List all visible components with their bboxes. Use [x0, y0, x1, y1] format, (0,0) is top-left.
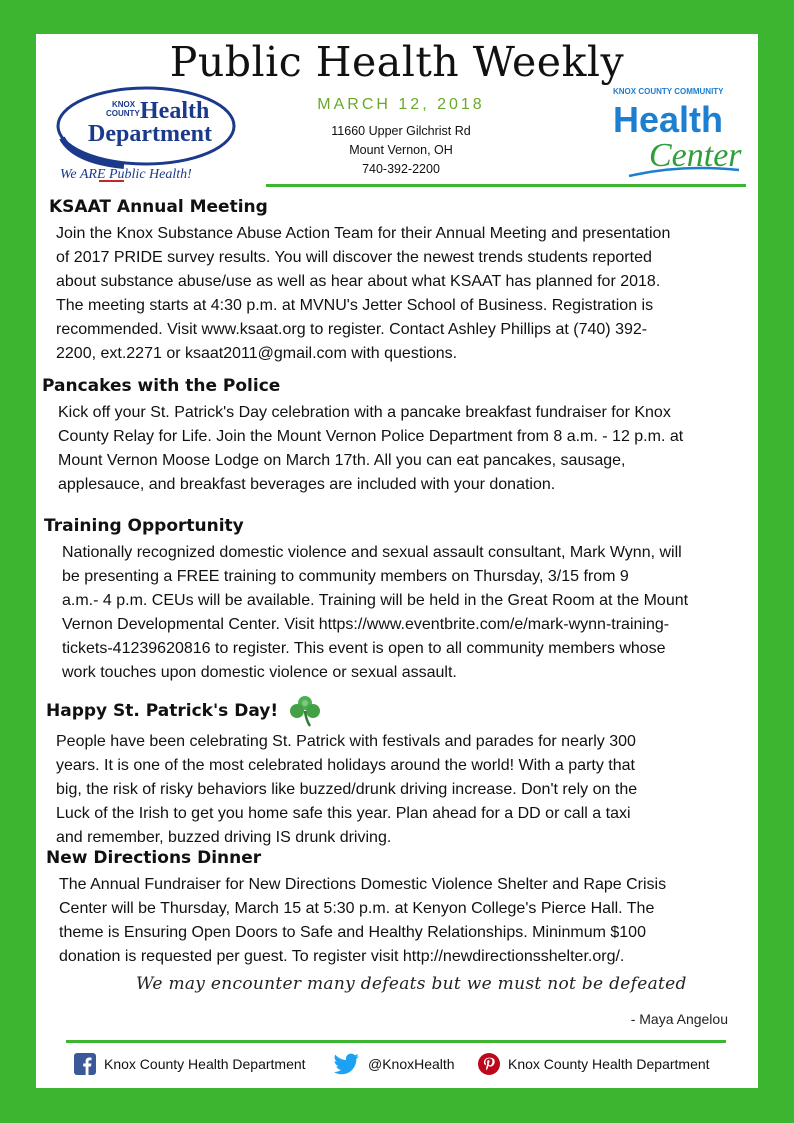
section-heading: New Directions Dinner: [46, 848, 262, 868]
section-training: [36, 516, 758, 685]
section-line: 2200, ext.2271 or ksaat2011@gmail.com with questions.: [56, 345, 458, 362]
address-line-2: Mount Vernon, OH: [349, 143, 453, 157]
logo-right-center: Center: [649, 137, 742, 174]
pinterest-label: Knox County Health Department: [508, 1056, 710, 1072]
health-center-logo: [611, 86, 751, 181]
section-line: People have been celebrating St. Patrick with festivals and parades for nearly 300: [56, 733, 636, 750]
section-line: Luck of the Irish to get you home safe this year. Plan ahead for a DD or call a taxi: [56, 805, 631, 822]
logo-right-health: Health: [613, 99, 724, 140]
shamrock-icon: [288, 694, 322, 728]
pinterest-icon: [478, 1053, 500, 1075]
section-line: donation is requested per guest. To register visit http://newdirectionsshelter.org/.: [59, 948, 625, 965]
header-info: [276, 96, 526, 179]
section-line: of 2017 PRIDE survey results. You will discover the newest trends students reported: [56, 249, 652, 266]
section-line: Kick off your St. Patrick's Day celebration with a pancake breakfast fundraiser for Knox: [58, 404, 671, 421]
section-heading: KSAAT Annual Meeting: [49, 197, 268, 217]
logo-left-tagline: We ARE Public Health!: [60, 167, 192, 182]
section-line: County Relay for Life. Join the Mount Vernon Police Department from 8 a.m. - 12 p.m. at: [58, 428, 684, 445]
section-new-directions: [36, 848, 758, 969]
section-line: Center will be Thursday, March 15 at 5:30 p.m. at Kenyon College's Pierce Hall. The: [59, 900, 655, 917]
twitter-label: @KnoxHealth: [368, 1056, 455, 1072]
twitter-icon: [334, 1053, 360, 1075]
health-department-logo: [54, 86, 244, 184]
section-ksaat: [36, 197, 758, 366]
logo-left-department: Department: [88, 121, 212, 147]
logo-left-county: COUNTY: [106, 109, 140, 118]
logo-left-health: Health: [140, 98, 210, 124]
footer: [36, 1052, 758, 1076]
logo-left-knox: KNOX: [112, 100, 136, 109]
section-line: years. It is one of the most celebrated holidays around the world! With a party that: [56, 757, 635, 774]
section-line: work touches upon domestic violence or sexual assault.: [62, 664, 457, 681]
twitter-link[interactable]: [334, 1052, 455, 1076]
section-line: Mount Vernon Moose Lodge on March 17th. All you can eat pancakes, sausage,: [58, 452, 626, 469]
section-pancakes: [36, 376, 758, 497]
logo-right-top-text: KNOX COUNTY COMMUNITY: [613, 87, 724, 96]
section-line: Nationally recognized domestic violence and sexual assault consultant, Mark Wynn, will: [62, 544, 682, 561]
address-line-1: 11660 Upper Gilchrist Rd: [331, 124, 471, 138]
quote-attribution: - Maya Angelou: [630, 1011, 728, 1027]
facebook-link[interactable]: [74, 1052, 306, 1076]
section-line: be presenting a FREE training to community members on Thursday, 3/15 from 9: [62, 568, 629, 585]
section-heading: Pancakes with the Police: [42, 376, 281, 396]
issue-date: MARCH 12, 2018: [317, 96, 485, 113]
section-line: about substance abuse/use as well as hear about what KSAAT has planned for 2018.: [56, 273, 661, 290]
section-heading-row: [46, 694, 758, 728]
section-line: and remember, buzzed driving IS drunk driving.: [56, 829, 392, 846]
section-line: theme is Ensuring Open Doors to Safe and Healthy Relationships. Mininmum $100: [59, 924, 646, 941]
section-st-patricks: [36, 694, 758, 850]
section-heading: Happy St. Patrick's Day!: [46, 701, 279, 721]
pinterest-link[interactable]: [478, 1052, 710, 1076]
section-line: big, the risk of risky behaviors like buzzed/drunk driving increase. Don't rely on the: [56, 781, 638, 798]
footer-divider: [66, 1040, 726, 1043]
facebook-icon: [74, 1053, 96, 1075]
section-line: recommended. Visit www.ksaat.org to register. Contact Ashley Phillips at (740) 392-: [56, 321, 648, 338]
phone-number: 740-392-2200: [362, 162, 440, 176]
quote-text: We may encounter many defeats but we must not be defeated: [136, 974, 687, 994]
newsletter-title: Public Health Weekly: [169, 38, 625, 86]
section-line: a.m.- 4 p.m. CEUs will be available. Training will be held in the Great Room at the Mount: [62, 592, 689, 609]
section-line: The Annual Fundraiser for New Directions Domestic Violence Shelter and Rape Crisis: [59, 876, 667, 893]
section-line: The meeting starts at 4:30 p.m. at MVNU's Jetter School of Business. Registration is: [56, 297, 654, 314]
section-line: applesauce, and breakfast beverages are included with your donation.: [58, 476, 556, 493]
section-line: Join the Knox Substance Abuse Action Team for their Annual Meeting and presentation: [56, 225, 671, 242]
section-line: tickets-41239620816 to register. This event is open to all community members whose: [62, 640, 666, 657]
section-heading: Training Opportunity: [44, 516, 244, 536]
facebook-label: Knox County Health Department: [104, 1056, 306, 1072]
section-line: Vernon Developmental Center. Visit https://www.eventbrite.com/e/mark-wynn-training-: [62, 616, 670, 633]
header-divider: [266, 184, 746, 187]
newsletter-page: [36, 34, 758, 1088]
